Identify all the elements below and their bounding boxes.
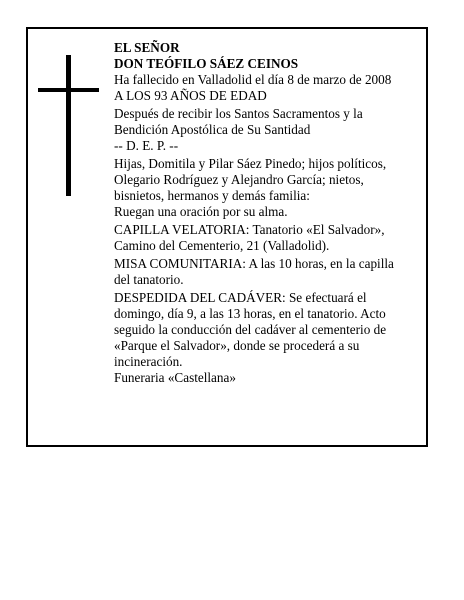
farewell-line: DESPEDIDA DEL CADÁVER: Se efectuará el [114, 290, 367, 305]
prayer-line: Ruegan una oración por su alma. [114, 204, 288, 219]
sacraments-line: Bendición Apostólica de Su Santidad [114, 122, 311, 137]
farewell-line: seguido la conducción del cadáver al cementerio de [114, 322, 387, 337]
family-paragraph [114, 156, 420, 204]
title-line-1: EL SEÑOR [114, 40, 180, 55]
sacraments-paragraph [114, 106, 420, 138]
mass-line: del tanatorio. [114, 272, 184, 287]
sacraments-line: Después de recibir los Santos Sacramentos y la [114, 106, 363, 121]
obituary-text [114, 40, 420, 386]
chapel-line: CAPILLA VELATORIA: Tanatorio «El Salvador», [114, 222, 385, 237]
mass-paragraph [114, 256, 420, 288]
chapel-line: Camino del Cementerio, 21 (Valladolid). [114, 238, 330, 253]
farewell-paragraph [114, 290, 420, 370]
mass-line: MISA COMUNITARIA: A las 10 horas, en la capilla [114, 256, 394, 271]
family-line: Hijas, Domitila y Pilar Sáez Pinedo; hijos políticos, [114, 156, 387, 171]
family-line: bisnietos, hermanos y demás familia: [114, 188, 310, 203]
age-line: A LOS 93 AÑOS DE EDAD [114, 88, 267, 103]
rip-line: -- D. E. P. -- [114, 138, 179, 153]
cross-icon-horizontal-bar [38, 88, 99, 92]
farewell-line: domingo, día 9, a las 13 horas, en el tanatorio. Acto [114, 306, 386, 321]
farewell-line: «Parque el Salvador», donde se procederá a su [114, 338, 360, 353]
family-line: Olegario Rodríguez y Alejandro García; nietos, [114, 172, 364, 187]
cross-icon-vertical-bar [66, 55, 71, 196]
farewell-line: incineración. [114, 354, 183, 369]
obituary-notice [26, 27, 428, 447]
chapel-paragraph [114, 222, 420, 254]
funeral-home: Funeraria «Castellana» [114, 370, 236, 385]
deceased-name: DON TEÓFILO SÁEZ CEINOS [114, 56, 299, 71]
death-date: Ha fallecido en Valladolid el día 8 de marzo de 2008 [114, 72, 392, 87]
